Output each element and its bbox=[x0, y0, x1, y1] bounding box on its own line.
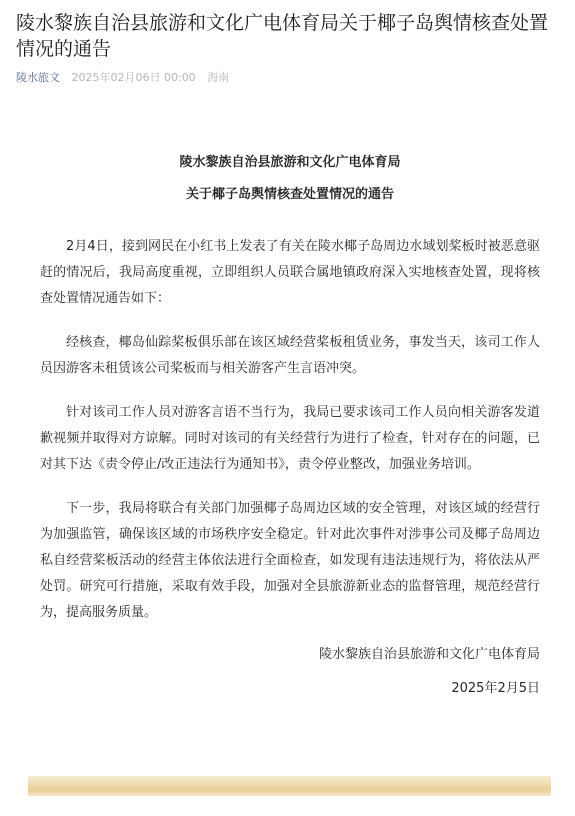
publish-date: 2025年02月06日 00:00 bbox=[71, 71, 196, 84]
notice-paragraph: 2月4日，接到网民在小红书上发表了有关在陵水椰子岛周边水域划桨板时被恶意驱赶的情况后，我局高度重视，立即组织人员联合属地镇政府深入实地核查处置，现将核查处置情况通告如下： bbox=[40, 239, 540, 306]
signature-org: 陵水黎族自治县旅游和文化广电体育局 bbox=[318, 647, 540, 662]
footer-decoration-bar bbox=[28, 776, 551, 796]
notice-heading-title: 关于椰子岛舆情核查处置情况的通告 bbox=[185, 187, 394, 202]
notice-heading-org: 陵水黎族自治县旅游和文化广电体育局 bbox=[179, 155, 401, 170]
account-name-link[interactable]: 陵水旅文 bbox=[16, 71, 60, 84]
article-title: 陵水黎族自治县旅游和文化广电体育局关于椰子岛舆情核查处置情况的通告 bbox=[16, 12, 549, 60]
notice-paragraph: 针对该司工作人员对游客言语不当行为，我局已要求该司工作人员向相关游客发道歉视频并取得对方谅解。同时对该司的有关经营行为进行了检查，针对存在的问题，已对其下达《责令停止/改正违法行为通知书》，责令停业整改，加强业务培训。 bbox=[40, 405, 540, 472]
signature-date: 2025年2月5日 bbox=[451, 681, 540, 696]
article-body bbox=[40, 150, 540, 702]
publish-location: 海南 bbox=[207, 71, 230, 84]
article-meta bbox=[16, 70, 229, 86]
notice-paragraph: 下一步，我局将联合有关部门加强椰子岛周边区域的安全管理，对该区域的经营行为加强监管，确保该区域的市场秩序安全稳定。针对此次事件对涉事公司及椰子岛周边私自经营桨板活动的经营主体依法进行全面检查，如发现有违法违规行为，将依法从严处罚。研究可行措施，采取有效手段，加强对全县旅游新业态的监督管理，规范经营行为，提高服务质量。 bbox=[40, 501, 540, 620]
notice-paragraph: 经核查，椰岛仙踪桨板俱乐部在该区域经营桨板租赁业务，事发当天，该司工作人员因游客未租赁该公司桨板而与相关游客产生言语冲突。 bbox=[40, 335, 540, 376]
